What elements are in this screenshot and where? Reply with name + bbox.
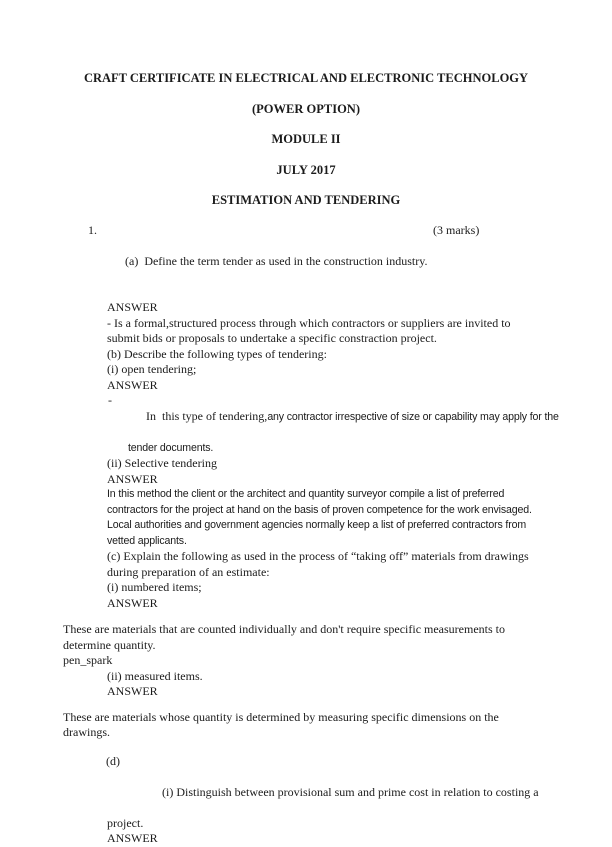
question-1d-line-1 (0, 754, 612, 816)
answer-c-ii-line-1: These are materials whose quantity is determined by measuring specific dimensions on the (63, 709, 499, 724)
title-course: CRAFT CERTIFICATE IN ELECTRICAL AND ELECTRONIC TECHNOLOGY (83, 71, 529, 85)
answer-label-c-ii: ANSWER (107, 684, 158, 698)
question-1c-line-1: (c) Explain the following as used in the process of “taking off” materials from drawings (107, 549, 529, 563)
blank-spacer (0, 700, 612, 710)
question-1c-line-2: during preparation of an estimate: (107, 564, 270, 579)
question-1d-line-2: project. (107, 815, 144, 830)
question-number: 1. (88, 222, 97, 237)
answer-c-i-line-1: These are materials that are counted individually and don't require specific measurements to (63, 622, 505, 636)
title-option: (POWER OPTION) (252, 101, 360, 116)
answer-label-b-i: ANSWER (107, 377, 158, 392)
question-1a-text: (a) Define the term tender as used in the construction industry. (125, 253, 428, 268)
answer-b-i-sans-part: any contractor irrespective of size or capability may apply for the (267, 410, 559, 423)
answer-label-d: ANSWER (107, 831, 158, 845)
title-date: JULY 2017 (276, 162, 336, 177)
answer-b-ii-line-2: contractors for the project at hand on the basis of proven competence for the work envisaged. (107, 503, 532, 516)
answer-label-c-i: ANSWER (107, 595, 158, 610)
answer-label-b-ii: ANSWER (107, 471, 158, 486)
question-1a-line (0, 223, 612, 301)
answer-b-i-line-1 (0, 393, 612, 441)
bullet-dash: - (108, 393, 112, 407)
question-1c-ii-text: (ii) measured items. (107, 668, 203, 683)
question-1c-i-text: (i) numbered items; (107, 580, 202, 594)
answer-b-i-line-2: tender documents. (128, 441, 214, 454)
question-body (0, 223, 612, 847)
answer-a-line-1: - Is a formal,structured process through which contractors or suppliers are invited to (107, 315, 511, 330)
answer-b-i-serif-part: In this type of tendering, (146, 408, 268, 423)
answer-c-ii-line-2: drawings. (63, 725, 110, 739)
pen-spark-artifact: pen_spark (63, 653, 113, 667)
marks-label: (3 marks) (433, 222, 480, 237)
answer-c-i-line-2: determine quantity. (63, 637, 156, 652)
answer-b-ii-line-4: vetted applicants. (107, 534, 187, 547)
answer-a-line-2: submit bids or proposals to undertake a specific constraction project. (107, 331, 437, 345)
answer-b-ii-line-3: Local authorities and government agencies normally keep a list of preferred contractors from (107, 519, 526, 531)
blank-spacer (0, 741, 612, 754)
answer-b-ii-line-1: In this method the client or the architect and quantity surveyor compile a list of preferred (107, 488, 505, 500)
question-1b-i-text: (i) open tendering; (107, 362, 197, 376)
answer-label-a: ANSWER (107, 300, 158, 314)
question-1d-text: (i) Distinguish between provisional sum and prime cost in relation to costing a (162, 784, 539, 799)
title-subject: ESTIMATION AND TENDERING (211, 193, 401, 207)
doc-title-block (0, 0, 612, 208)
question-1d-label: (d) (106, 753, 120, 768)
blank-spacer (0, 611, 612, 622)
question-1b-text: (b) Describe the following types of tendering: (107, 346, 327, 361)
title-module: MODULE II (271, 132, 341, 146)
question-1b-ii-text: (ii) Selective tendering (107, 456, 217, 470)
